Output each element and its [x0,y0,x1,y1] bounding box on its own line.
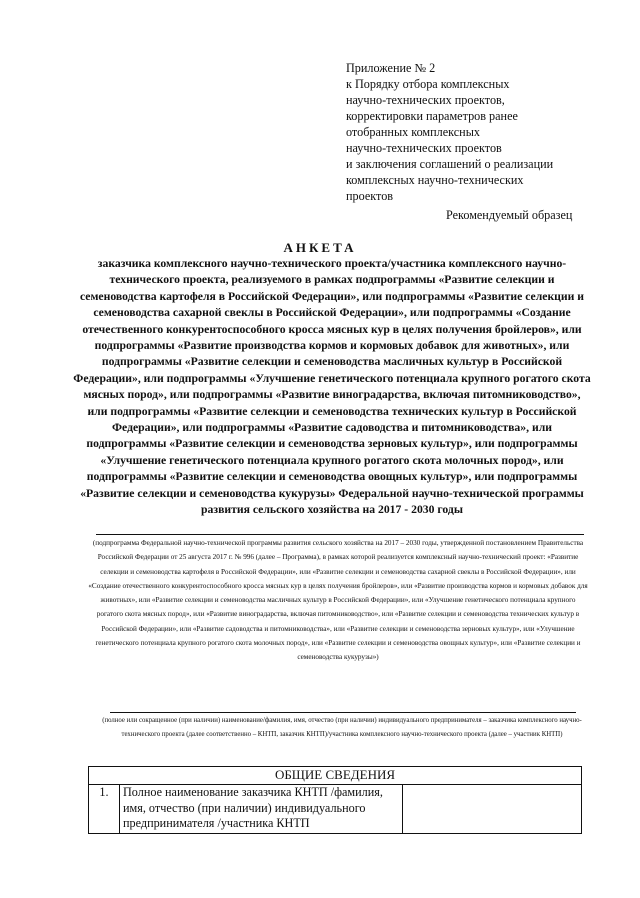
appendix-line: Приложение № 2 [346,61,436,75]
table-header: ОБЩИЕ СВЕДЕНИЯ [89,767,582,785]
row-value-cell[interactable] [403,785,582,834]
appendix-line: комплексных научно-технических [346,173,524,187]
fill-in-line-name [110,712,576,713]
fill-in-line-subprogram [96,534,584,535]
name-footnote: (полное или сокращенное (при наличии) наименование/фамилия, имя, отчество (при наличии) индивидуального предпринимателя – заказчика комплексного научно-технического проекта (далее соответственно – КНТП, заказчик КНТП)/участника комплексного научно-технического проекта (далее – участник КНТП) [102,717,582,738]
appendix-block [346,60,606,204]
appendix-line: проектов [346,189,394,203]
appendix-line: к Порядку отбора комплексных [346,77,510,91]
appendix-line: научно-технических проектов [346,141,502,155]
appendix-line: отобранных комплексных [346,125,480,139]
subprogram-footnote: (подпрограмма Федеральной научно-технической программы развития сельского хозяйства на 2017 – 2030 годы, утвержденной постановлением Правительства Российской Федерации от 25 августа 2017 г. № 996 (далее – Программа), в рамках которой реализуется комплексный научно-технический проект: «Развитие селекции и семеноводства картофеля в Российской Федерации», или «Развитие селекции и семеноводства сахарной свеклы в Российской Федерации», или «Создание отечественного конкурентоспособного кросса мясных кур в целях получения бройлеров», или «Развитие производства кормов и кормовых добавок для животных», или «Развитие селекции и семеноводства масличных культур в Российской Федерации», или «Улучшение генетического потенциала крупного рогатого скота мясных пород», или «Развитие виноградарства, включая питомниководство», или «Развитие селекции и семеноводства технических культур в Российской Федерации», или «Развитие садоводства и питомниководства», или «Развитие селекции и семеноводства зерновых культур», или «Улучшение генетического потенциала крупного рогатого скота молочных пород», или «Развитие селекции и семеноводства овощных культур», или «Развитие селекции и семеноводства кукурузы») [88,539,588,662]
general-info-table [88,766,582,834]
table-row [89,785,582,834]
row-number: 1. [89,785,120,834]
document-subtitle: заказчика комплексного научно-технического проекта/участника комплексного научно-технического проекта, реализуемого в рамках подпрограммы «Развитие селекции и семеноводства картофеля в Российской Федерации», или подпрограммы «Развитие селекции и семеноводства сахарной свеклы в Российской Федерации», или подпрограммы «Создание отечественного конкурентоспособного кросса мясных кур в целях получения бройлеров», или подпрограммы «Развитие производства кормов и кормовых добавок для животных», или подпрограммы «Развитие селекции и семеноводства масличных культур в Российской Федерации», или подпрограммы «Улучшение генетического потенциала крупного рогатого скота мясных пород», или подпрограммы «Развитие виноградарства, включая питомниководство», или подпрограммы «Развитие селекции и семеноводства технических культур в Российской Федерации», или подпрограммы «Развитие садоводства и питомниководства», или подпрограммы «Развитие селекции и семеноводства зерновых культур», или подпрограммы «Улучшение генетического потенциала крупного рогатого скота молочных пород», или подпрограммы «Развитие селекции и семеноводства овощных культур», или подпрограммы «Развитие селекции и семеноводства кукурузы» Федеральной научно-технической программы развития сельского хозяйства на 2017 - 2030 годы [73,257,591,517]
recommended-sample-label: Рекомендуемый образец [446,208,573,222]
row-label: Полное наименование заказчика КНТП /фамилия, имя, отчество (при наличии) индивидуального предпринимателя /участника КНТП [120,785,403,834]
appendix-line: и заключения соглашений о реализации [346,157,554,171]
document-title: АНКЕТА [283,240,357,255]
appendix-line: корректировки параметров ранее [346,109,518,123]
appendix-line: научно-технических проектов, [346,93,505,107]
table-header-row [89,767,582,785]
